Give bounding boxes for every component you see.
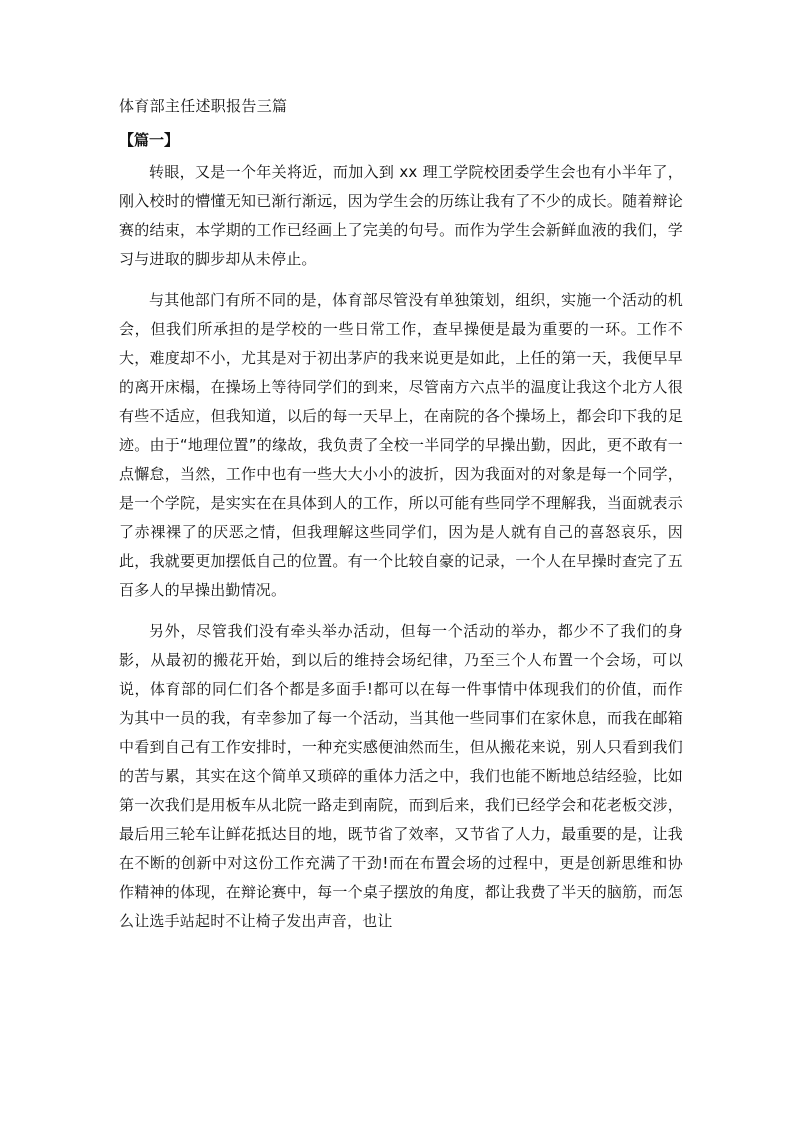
- paragraph-1: 转眼，又是一个年关将近，而加入到 xx 理工学院校团委学生会也有小半年了，刚入校时的懵懂无知已渐行渐远，因为学生会的历练让我有了不少的成长。随着辩论赛的结束，本学期的工作已经画上了完美的句号。而作为学生会新鲜血液的我们，学习与进取的脚步却从未停止。: [119, 163, 683, 268]
- paragraph-3: 另外，尽管我们没有牵头举办活动，但每一个活动的举办，都少不了我们的身影，从最初的搬花开始，到以后的维持会场纪律，乃至三个人布置一个会场，可以说，体育部的同仁们各个都是多面手!都可以在每一件事情中体现我们的价值，而作为其中一员的我，有幸参加了每一个活动，当其他一些同事们在家休息，而我在邮箱中看到自己有工作安排时，一种充实感便油然而生，但从搬花来说，别人只看到我们的苦与累，其实在这个简单又琐碎的重体力活之中，我们也能不断地总结经验，比如第一次我们是用板车从北院一路走到南院，而到后来，我们已经学会和花老板交涉，最后用三轮车让鲜花抵达目的地，既节省了效率，又节省了人力，最重要的是，让我在不断的创新中对这份工作充满了干劲!而在布置会场的过程中，更是创新思维和协作精神的体现，在辩论赛中，每一个桌子摆放的角度，都让我费了半天的脑筋，而怎么让选手站起时不让椅子发出声音，也让: [119, 622, 683, 930]
- document-title: 体育部主任述职报告三篇: [119, 97, 288, 115]
- section-heading: 【篇一】: [119, 131, 180, 149]
- document-page: [119, 92, 683, 948]
- paragraph-2: 与其他部门有所不同的是，体育部尽管没有单独策划，组织，实施一个活动的机会，但我们所承担的是学校的一些日常工作，查早操便是最为重要的一环。工作不大，难度却不小，尤其是对于初出茅庐的我来说更是如此，上任的第一天，我便早早的离开床榻，在操场上等待同学们的到来，尽管南方六点半的温度让我这个北方人很有些不适应，但我知道，以后的每一天早上，在南院的各个操场上，都会印下我的足迹。由于“地理位置”的缘故，我负责了全校一半同学的早操出勤，因此，更不敢有一点懈怠，当然，工作中也有一些大大小小的波折，因为我面对的对象是每一个同学，是一个学院，是实实在在具体到人的工作，所以可能有些同学不理解我，当面就表示了赤裸裸了的厌恶之情，但我理解这些同学们，因为是人就有自己的喜怒哀乐，因此，我就要更加摆低自己的位置。有一个比较自豪的记录，一个人在早操时查完了五百多人的早操出勤情况。: [119, 291, 683, 599]
